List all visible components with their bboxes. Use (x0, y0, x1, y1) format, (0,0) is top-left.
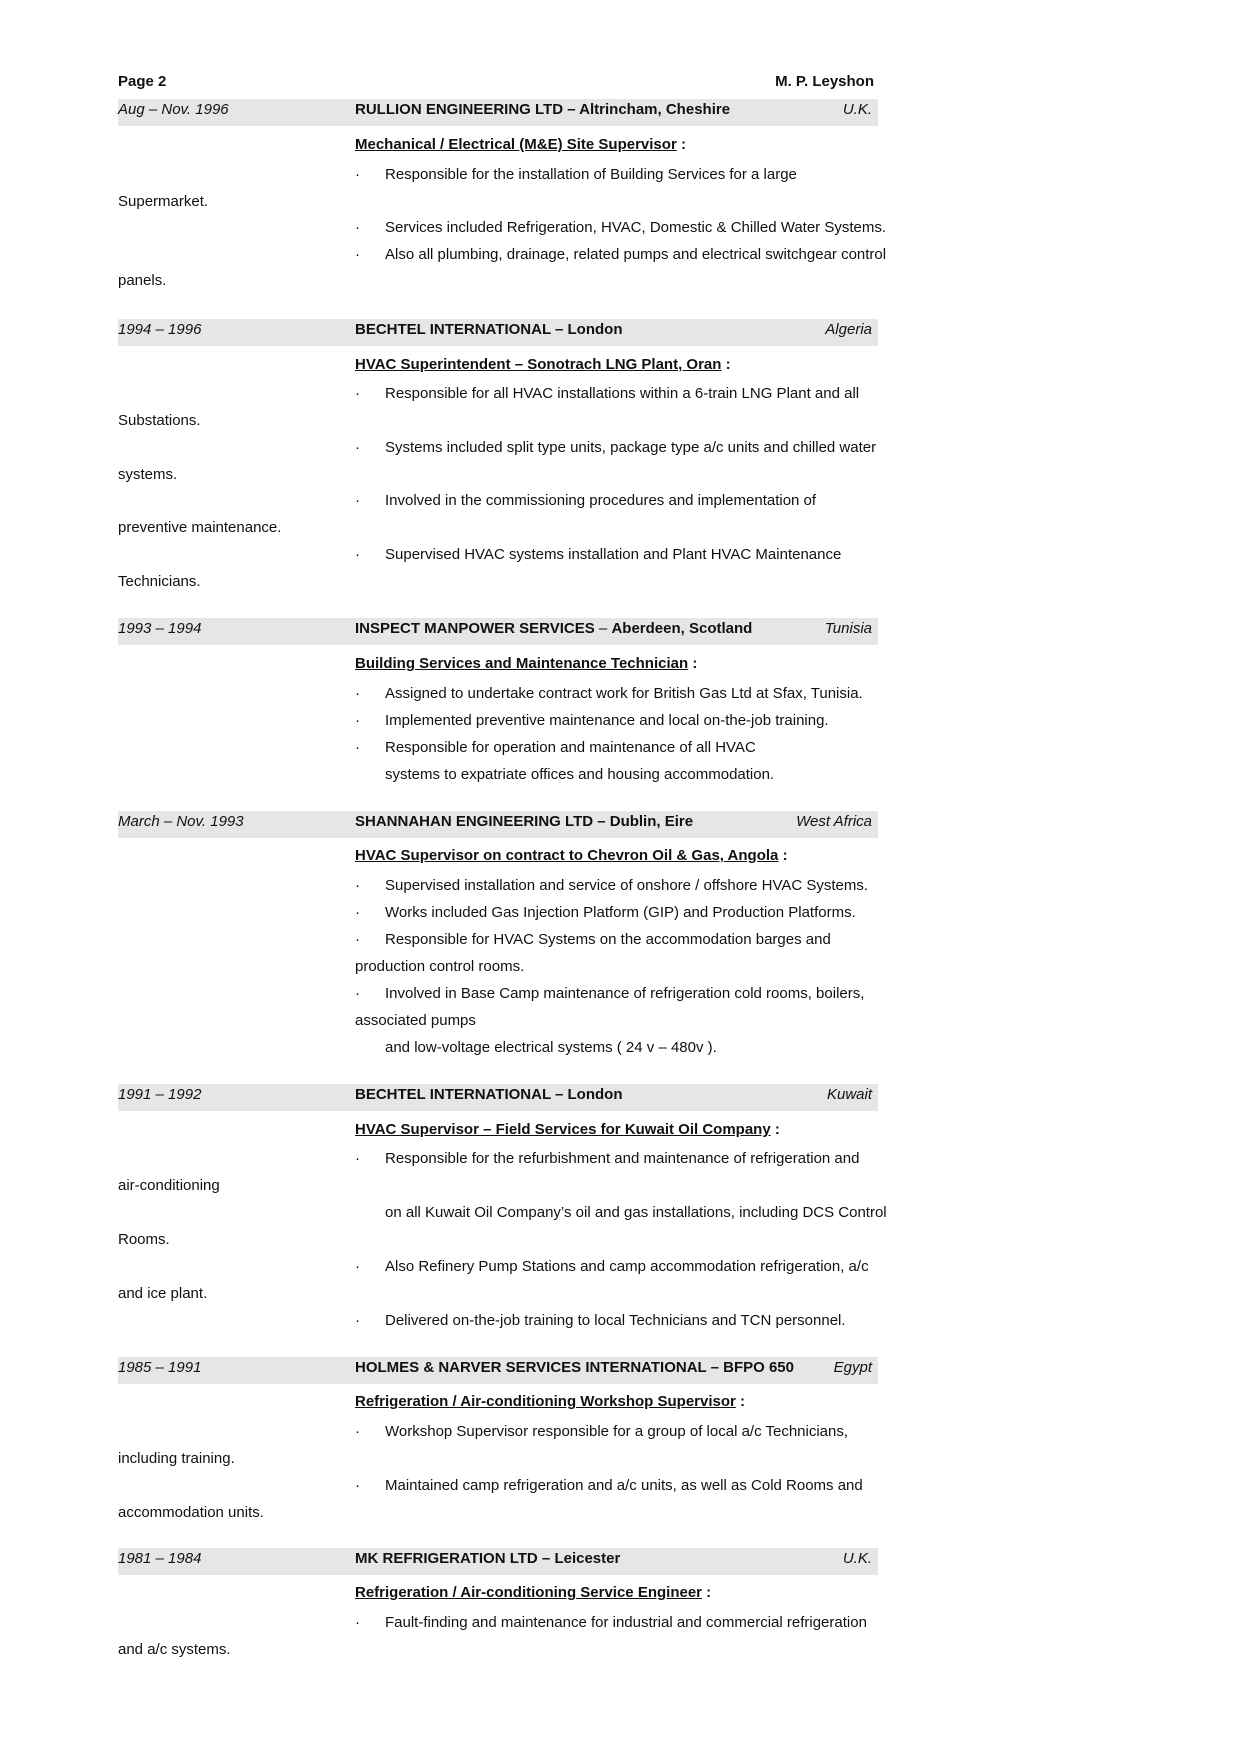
job-line: Also Refinery Pump Stations and camp accommodation refrigeration, a/c (385, 1258, 869, 1275)
job-employer: BECHTEL INTERNATIONAL – London (355, 321, 623, 338)
job-line: Responsible for operation and maintenance of all HVAC (385, 739, 756, 756)
bullet-icon: · (355, 439, 360, 456)
job-location: Algeria (825, 321, 872, 338)
job-line: Responsible for all HVAC installations within a 6-train LNG Plant and all (385, 385, 860, 402)
job-line: and ice plant. (118, 1285, 208, 1302)
job-line: Services included Refrigeration, HVAC, Domestic & Chilled Water Systems. (385, 219, 887, 236)
job-line: Substations. (118, 412, 201, 429)
author-name: M. P. Leyshon (775, 73, 874, 90)
job-line: Involved in Base Camp maintenance of refrigeration cold rooms, boilers, (385, 985, 865, 1002)
job-line: Responsible for the refurbishment and maintenance of refrigeration and (385, 1150, 860, 1167)
job-employer: RULLION ENGINEERING LTD – Altrincham, Cheshire (355, 101, 731, 118)
bullet-icon: · (355, 546, 360, 563)
bullet-icon: · (355, 492, 360, 509)
job-dates: March – Nov. 1993 (118, 813, 244, 830)
job-line: systems. (118, 466, 178, 483)
job-role: Refrigeration / Air-conditioning Service Engineer : (355, 1584, 712, 1601)
job-dates: 1993 – 1994 (118, 620, 202, 637)
job-line: Fault-finding and maintenance for industrial and commercial refrigeration (385, 1614, 867, 1631)
bullet-icon: · (355, 219, 360, 236)
job-line: on all Kuwait Oil Company’s oil and gas installations, including DCS Control (385, 1204, 887, 1221)
bullet-icon: · (355, 739, 360, 756)
job-line: Responsible for the installation of Building Services for a large (385, 166, 797, 183)
job-location: U.K. (842, 1550, 872, 1567)
job-dates: 1981 – 1984 (118, 1550, 202, 1567)
job-dates: Aug – Nov. 1996 (118, 101, 229, 118)
job-dates: 1985 – 1991 (118, 1359, 202, 1376)
job-line: Assigned to undertake contract work for British Gas Ltd at Sfax, Tunisia. (385, 685, 863, 702)
job-dates: 1991 – 1992 (118, 1086, 202, 1103)
job-line: systems to expatriate offices and housing accommodation. (385, 766, 775, 783)
job-line: Workshop Supervisor responsible for a group of local a/c Technicians, (385, 1423, 849, 1440)
bullet-icon: · (355, 1312, 360, 1329)
job-location: Egypt (833, 1359, 872, 1376)
bullet-icon: · (355, 1150, 360, 1167)
job-employer: MK REFRIGERATION LTD – Leicester (355, 1550, 621, 1567)
job-role: Refrigeration / Air-conditioning Workshop Supervisor : (355, 1393, 746, 1410)
job-role: HVAC Supervisor – Field Services for Kuwait Oil Company : (355, 1121, 780, 1138)
bullet-icon: · (355, 385, 360, 402)
job-location: U.K. (842, 101, 872, 118)
job-line: production control rooms. (355, 958, 525, 975)
job-line: air-conditioning (118, 1177, 220, 1194)
job-line: preventive maintenance. (118, 519, 282, 536)
job-line: Supermarket. (118, 193, 209, 210)
job-line: Technicians. (118, 573, 201, 590)
job-dates: 1994 – 1996 (118, 321, 202, 338)
bullet-icon: · (355, 877, 360, 894)
bullet-icon: · (355, 166, 360, 183)
bullet-icon: · (355, 1614, 360, 1631)
job-line: Maintained camp refrigeration and a/c units, as well as Cold Rooms and (385, 1477, 863, 1494)
job-line: panels. (118, 272, 167, 289)
bullet-icon: · (355, 1477, 360, 1494)
bullet-icon: · (355, 931, 360, 948)
job-line: Also all plumbing, drainage, related pumps and electrical switchgear control (385, 246, 887, 263)
job-line: Works included Gas Injection Platform (GIP) and Production Platforms. (385, 904, 856, 921)
job-employer: HOLMES & NARVER SERVICES INTERNATIONAL – BFPO 650 (355, 1359, 794, 1376)
job-line: and a/c systems. (118, 1641, 231, 1658)
bullet-icon: · (355, 712, 360, 729)
job-employer: SHANNAHAN ENGINEERING LTD – Dublin, Eire (355, 813, 694, 830)
job-line: Implemented preventive maintenance and local on-the-job training. (385, 712, 829, 729)
job-line: Systems included split type units, package type a/c units and chilled water (385, 439, 877, 456)
bullet-icon: · (355, 1258, 360, 1275)
page-number: Page 2 (118, 73, 167, 90)
bullet-icon: · (355, 904, 360, 921)
job-employer: INSPECT MANPOWER SERVICES – Aberdeen, Scotland (355, 620, 753, 637)
job-line: Rooms. (118, 1231, 170, 1248)
job-location: Kuwait (826, 1086, 872, 1103)
job-role: Building Services and Maintenance Technician : (355, 655, 698, 672)
bullet-icon: · (355, 246, 360, 263)
job-line: associated pumps (355, 1012, 476, 1029)
job-location: Tunisia (824, 620, 872, 637)
job-location: West Africa (796, 813, 872, 830)
job-role: HVAC Supervisor on contract to Chevron Oil & Gas, Angola : (355, 847, 788, 864)
bullet-icon: · (355, 1423, 360, 1440)
job-line: accommodation units. (118, 1504, 264, 1521)
job-line: Delivered on-the-job training to local Technicians and TCN personnel. (385, 1312, 846, 1329)
job-line: and low-voltage electrical systems ( 24 v – 480v ). (385, 1039, 717, 1056)
job-line: Supervised installation and service of onshore / offshore HVAC Systems. (385, 877, 869, 894)
job-line: including training. (118, 1450, 235, 1467)
job-employer: BECHTEL INTERNATIONAL – London (355, 1086, 623, 1103)
job-role: Mechanical / Electrical (M&E) Site Supervisor : (355, 136, 686, 153)
job-line: Supervised HVAC systems installation and Plant HVAC Maintenance (385, 546, 842, 563)
job-line: Responsible for HVAC Systems on the accommodation barges and (385, 931, 831, 948)
bullet-icon: · (355, 985, 360, 1002)
job-role: HVAC Superintendent – Sonotrach LNG Plant, Oran : (355, 356, 731, 373)
bullet-icon: · (355, 685, 360, 702)
job-line: Involved in the commissioning procedures and implementation of (385, 492, 817, 509)
